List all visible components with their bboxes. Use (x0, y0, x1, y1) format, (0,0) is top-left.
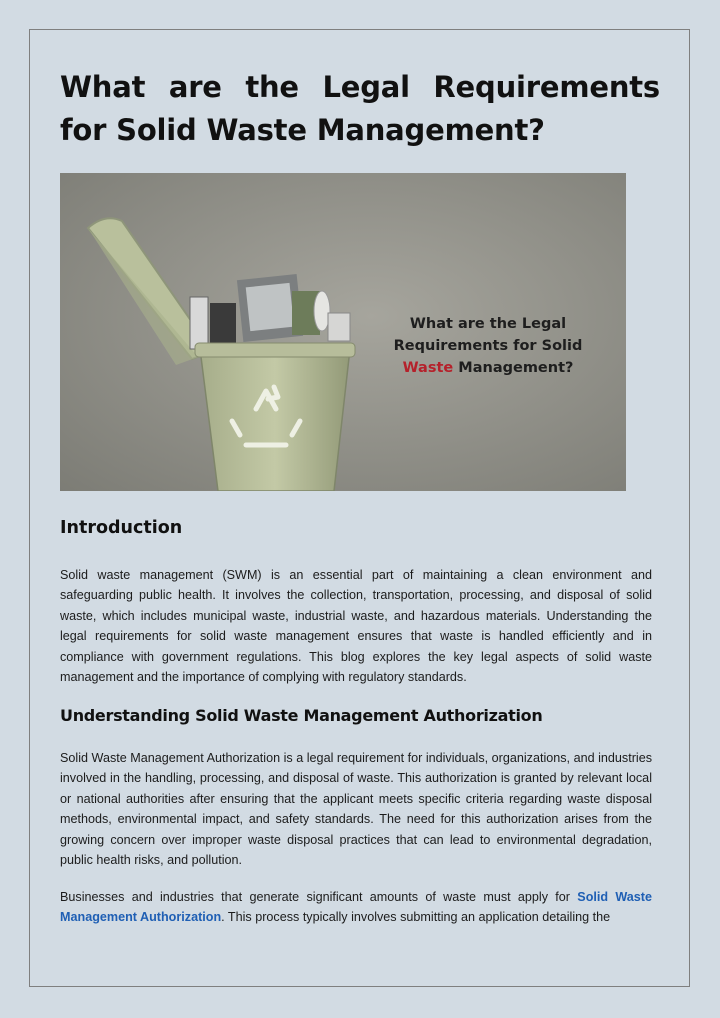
business-paragraph-before: Businesses and industries that generate significant amounts of waste must apply for (60, 890, 578, 904)
hero-caption-highlight: Waste (402, 360, 454, 376)
hero-image (60, 173, 626, 491)
hero-caption-line2: Requirements for Solid (393, 338, 583, 354)
business-paragraph (60, 887, 652, 928)
recycle-bin (195, 343, 355, 491)
hero-caption-rest: Management? (453, 360, 574, 376)
authorization-paragraph: Solid Waste Management Authorization is a legal requirement for individuals, organizations, and industries involved in the handling, processing, and disposal of waste. This authorization is granted by relevant local or national authorities after ensuring that the applicant meets specific criteria regarding waste disposal methods, environmental impact, and safety standards. The need for this authorization arises from the growing concern over improper waste disposal practices that can lead to environmental degradation, public health risks, and pollution. (60, 751, 652, 868)
hero-caption-line1: What are the Legal (409, 316, 567, 332)
business-paragraph-after: . This process typically involves submitting an application detailing the (221, 910, 611, 925)
page-title: What are the Legal Requirements for Solid Waste Management? (60, 70, 660, 147)
authorization-heading: Understanding Solid Waste Management Authorization (60, 706, 543, 725)
hero-caption-line3 (403, 360, 574, 376)
swm-authorization-link[interactable]: Solid Waste Management Authorization (60, 890, 652, 925)
intro-paragraph: Solid waste management (SWM) is an essential part of maintaining a clean environment and safeguarding public health. It involves the collection, transportation, processing, and disposal of solid waste, which includes municipal waste, industrial waste, and hazardous materials. Understanding the legal requirements for solid waste management ensures that waste is handled efficiently and in compliance with government regulations. This blog explores the key legal aspects of solid waste management and the importance of complying with regulatory standards. (60, 568, 652, 685)
intro-heading: Introduction (60, 518, 183, 538)
